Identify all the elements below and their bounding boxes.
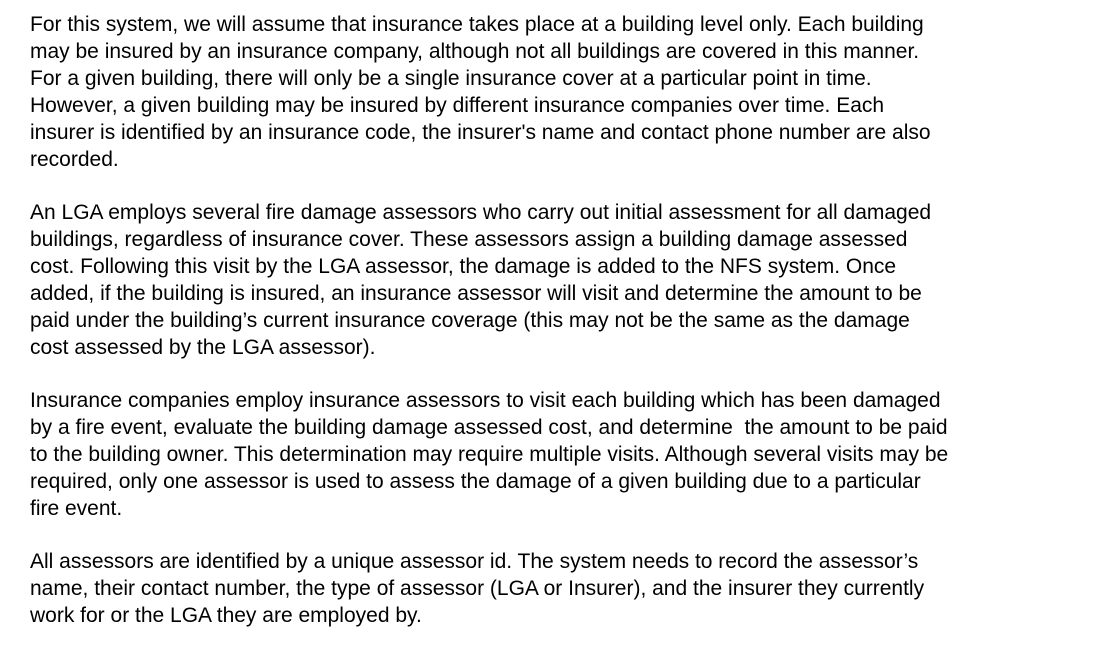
- text-line: cost assessed by the LGA assessor).: [30, 336, 376, 359]
- text-line: However, a given building may be insured by different insurance companies over time. Each: [30, 94, 885, 117]
- paragraph-insurance-assessors: [30, 387, 1090, 522]
- text-line: For this system, we will assume that insurance takes place at a building level only. Each building: [30, 13, 924, 36]
- text-line: Insurance companies employ insurance assessors to visit each building which has been damaged: [30, 389, 941, 412]
- text-line: buildings, regardless of insurance cover. These assessors assign a building damage assessed: [30, 228, 908, 251]
- text-line: fire event.: [30, 497, 123, 520]
- text-line: may be insured by an insurance company, although not all buildings are covered in this manner.: [30, 40, 920, 63]
- text-line: cost. Following this visit by the LGA assessor, the damage is added to the NFS system. Once: [30, 255, 897, 278]
- text-line: by a fire event, evaluate the building damage assessed cost, and determine the amount to be paid: [30, 416, 948, 439]
- text-line: paid under the building’s current insurance coverage (this may not be the same as the damage: [30, 309, 910, 332]
- text-line: work for or the LGA they are employed by.: [30, 604, 422, 627]
- text-line: All assessors are identified by a unique assessor id. The system needs to record the assessor’s: [30, 550, 919, 573]
- text-line: name, their contact number, the type of assessor (LGA or Insurer), and the insurer they currently: [30, 577, 925, 600]
- document-body: [30, 11, 1090, 655]
- paragraph-lga-assessors: [30, 199, 1090, 361]
- text-line: An LGA employs several fire damage assessors who carry out initial assessment for all damaged: [30, 201, 932, 224]
- text-line: added, if the building is insured, an insurance assessor will visit and determine the amount to be: [30, 282, 922, 305]
- text-line: For a given building, there will only be a single insurance cover at a particular point in time.: [30, 67, 872, 90]
- text-line: insurer is identified by an insurance code, the insurer's name and contact phone number are also: [30, 121, 931, 144]
- paragraph-insurance-overview: [30, 11, 1090, 173]
- text-line: required, only one assessor is used to assess the damage of a given building due to a particular: [30, 470, 921, 493]
- text-line: recorded.: [30, 148, 119, 171]
- text-line: to the building owner. This determination may require multiple visits. Although several visits may be: [30, 443, 949, 466]
- paragraph-assessor-records: [30, 548, 1090, 629]
